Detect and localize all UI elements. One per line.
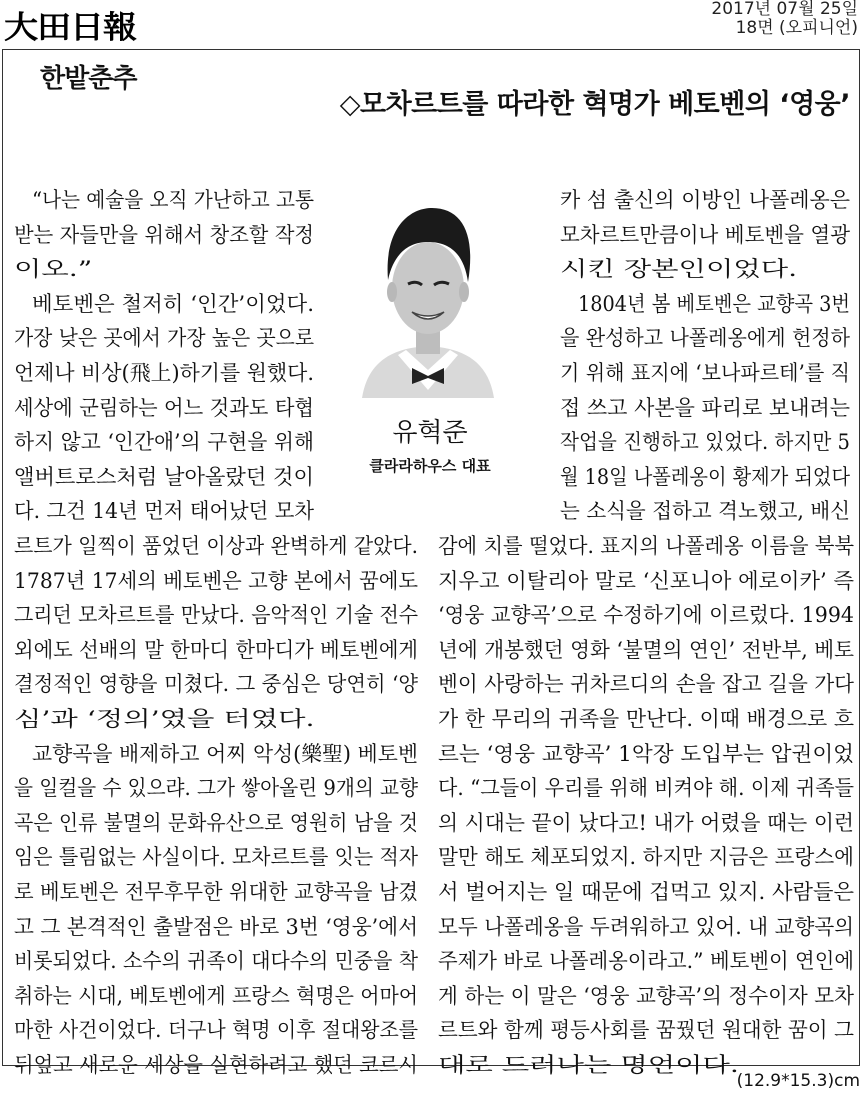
body-text-line: 가 한 무리의 귀족을 만난다. 이때 배경으로 흐	[438, 707, 854, 731]
masthead	[0, 0, 864, 50]
body-text-line: 언제나 비상(飛上)하기를 원했다.	[14, 361, 314, 385]
publication-info	[711, 0, 858, 38]
body-text-line: 작업을 진행하고 있었다. 하지만 5	[560, 430, 850, 455]
body-text-line: 다. “그들이 우리를 위해 비켜야 해. 이제 귀족들	[438, 776, 854, 801]
body-text-line: 감에 치를 떨었다. 표지의 나폴레옹 이름을 북북	[438, 534, 854, 558]
body-text-line: 시킨 장본인이었다.	[560, 257, 798, 282]
body-text-line: 주제가 바로 나폴레옹이라고.” 베토벤이 연인에	[438, 949, 854, 974]
body-text-line: 결정적인 영향을 미쳤다. 그 중심은 당연히 ‘양	[14, 672, 418, 697]
author-name: 유혁준	[392, 418, 468, 448]
article-size-note: (12.9*15.3)cm	[736, 1071, 860, 1091]
publication-date: 2017년 07월 25일	[711, 0, 858, 19]
body-text-line: 다. 그건 14년 먼저 태어났던 모차	[14, 499, 314, 524]
body-text-line: 그리던 모차르트를 만났다. 음악적인 기술 전수	[14, 603, 418, 628]
body-text-line: 세상에 군림하는 어느 것과도 타협	[14, 395, 314, 420]
body-text-line: 을 일컬을 수 있으랴. 그가 쌓아올린 9개의 교향	[14, 776, 418, 801]
body-text-line: 1787년 17세의 베토벤은 고향 본에서 꿈에도	[14, 568, 418, 593]
author-photo	[358, 190, 498, 398]
body-text-line: 모차르트만큼이나 베토벤을 열광	[560, 222, 850, 247]
body-text-line: 뒤엎고 새로운 세상을 실현하려고 했던 코르시	[14, 1053, 418, 1077]
body-text-line: 지우고 이탈리아 말로 ‘신포니아 에로이카’ 즉	[438, 568, 854, 593]
body-text-line: 월 18일 나폴레옹이 황제가 되었다	[560, 464, 850, 489]
body-text-line: 을 완성하고 나폴레옹에게 헌정하	[560, 326, 850, 351]
body-text-line: 고 그 본격적인 출발점은 바로 3번 ‘영웅’에서	[14, 914, 418, 939]
body-text-line: 교향곡을 배제하고 어찌 악성(樂聖) 베토벤	[32, 741, 418, 766]
body-text-line: 하지 않고 ‘인간애’의 구현을 위해	[14, 430, 314, 455]
body-text-line: 르트와 함께 평등사회를 꿈꿨던 원대한 꿈이 그	[438, 1018, 854, 1043]
body-text-line: 베토벤은 철저히 ‘인간’이었다.	[32, 291, 315, 316]
body-text-line: 받는 자들만을 위해서 창조할 작정	[14, 222, 314, 247]
body-text-line: 르는 ‘영웅 교향곡’ 1악장 도입부는 압권이었	[438, 741, 854, 766]
body-text-line: 임은 틀림없는 사실이다. 모차르트를 잇는 적자	[14, 845, 418, 870]
body-text-line: 르트가 일찍이 품었던 이상과 완벽하게 같았다.	[14, 534, 418, 558]
body-text-line: 벤이 사랑하는 귀차르디의 손을 잡고 길을 가다	[438, 672, 854, 697]
body-text-line: 비롯되었다. 소수의 귀족이 대다수의 민중을 착	[14, 949, 418, 974]
body-text-line: 는 소식을 접하고 격노했고, 배신	[560, 499, 850, 524]
body-text-line: 앨버트로스처럼 날아올랐던 것이	[14, 464, 314, 489]
body-text-line: 서 벌어지는 일 때문에 겁먹고 있지. 사람들은	[438, 880, 854, 904]
page-section: 18면 (오피니언)	[735, 18, 858, 38]
body-text-line: 곡은 인류 불멸의 문화유산으로 영원히 남을 것	[14, 810, 418, 835]
newspaper-logo: 大田日報	[4, 10, 136, 46]
body-text-line: 기 위해 표지에 ‘보나파르테’를 직	[560, 361, 850, 385]
body-text-line: 외에도 선배의 말 한마디 한마디가 베토벤에게	[14, 637, 418, 662]
body-text-line: “나는 예술을 오직 가난하고 고통	[32, 188, 314, 212]
body-text-line: 이오.”	[14, 257, 93, 282]
body-text-line: 모두 나폴레옹을 두려워하고 있어. 내 교향곡의	[438, 914, 854, 939]
body-text-line: 말만 해도 체포되었지. 하지만 지금은 프랑스에	[438, 845, 854, 870]
body-text-line: 심’과 ‘정의’였을 터였다.	[14, 707, 315, 731]
body-text-line: 게 하는 이 말은 ‘영웅 교향곡’의 정수이자 모차	[438, 983, 854, 1008]
body-text-line: 대로 드러나는 명언이다.	[438, 1053, 739, 1077]
body-text-line: 로 베토벤은 전무후무한 위대한 교향곡을 남겼	[14, 880, 418, 904]
body-text-line: 의 시대는 끝이 났다고! 내가 어렸을 때는 이런	[438, 810, 854, 835]
body-text-line: 취하는 시대, 베토벤에게 프랑스 혁명은 어마어	[14, 983, 418, 1008]
article-headline: ◇모차르트를 따라한 혁명가 베토벤의 ‘영웅’	[339, 89, 850, 120]
body-text-line: 마한 사건이었다. 더구나 혁명 이후 절대왕조를	[14, 1018, 418, 1043]
body-text-line: 접 쓰고 사본을 파리로 보내려는	[560, 395, 850, 420]
body-text-line: 가장 낮은 곳에서 가장 높은 곳으로	[14, 326, 314, 351]
body-text-line: 년에 개봉했던 영화 ‘불멸의 연인’ 전반부, 베토	[438, 637, 854, 662]
column-name: 한밭춘추	[40, 64, 137, 94]
body-text-line: 카 섬 출신의 이방인 나폴레옹은	[560, 188, 850, 212]
body-text-line: 1804년 봄 베토벤은 교향곡 3번	[578, 291, 850, 316]
author-title: 클라라하우스 대표	[369, 457, 491, 475]
body-text-line: ‘영웅 교향곡’으로 수정하기에 이르렀다. 1994	[438, 603, 854, 628]
